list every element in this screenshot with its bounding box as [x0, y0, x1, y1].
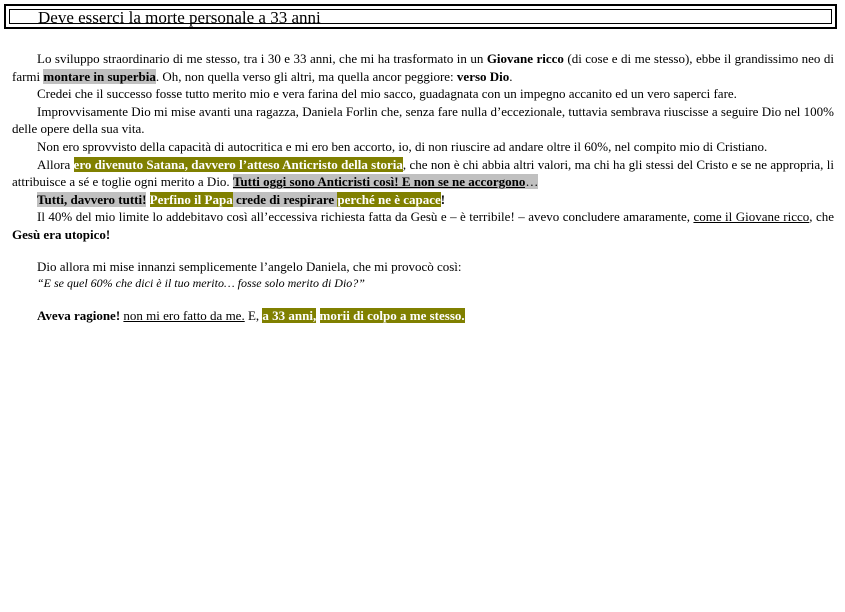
highlight-olive: morii di colpo a me stesso.	[319, 307, 465, 323]
highlight-gray: …	[525, 174, 539, 190]
text-run: Il 40% del mio limite lo addebitavo così all’eccessiva richiesta fatta da Gesù e – è terribile! – avevo concludere amaramente,	[37, 209, 694, 225]
spacer	[12, 293, 834, 307]
bold-text: verso Dio	[456, 68, 510, 84]
highlight-gray: crede di respirare	[232, 191, 338, 207]
spacer	[12, 244, 834, 258]
paragraph-6	[12, 191, 834, 209]
paragraph-3: Improvvisamente Dio mi mise avanti una ragazza, Daniela Forlin che, senza fare nulla d’eccezionale, tuttavia sembrava riuscisse a seguire Dio nel 100% delle opere della sua vita.	[12, 103, 834, 137]
text-run: .	[509, 68, 513, 84]
highlight-olive: Perfino il Papa	[149, 191, 233, 207]
text-run: (di cose e di me stesso), ebbe il grandissimo neo di farmi	[12, 51, 834, 84]
quote: “E se quel 60% che dici è il tuo merito… fosse solo merito di Dio?”	[37, 276, 365, 291]
highlight-gray: Tutti oggi sono Anticristi così! E non se ne accorgono	[232, 174, 526, 190]
paragraph-2: Credei che il successo fosse tutto merito mio e vera farina del mio sacco, guadagnata con un impegno accanito ed un vero saperci fare.	[37, 86, 737, 102]
text-run: Allora	[37, 156, 74, 172]
bold-text: Giovane ricco	[486, 51, 564, 66]
underlined-text: come il Giovane ricco	[693, 209, 810, 225]
paragraph-8: Dio allora mi mise innanzi semplicemente l’angelo Daniela, che mi provocò così:	[37, 258, 462, 274]
paragraph-4: Non ero sprovvisto della capacità di autocritica e mi ero ben accorto, io, di non riuscire ad andare oltre il 60%, nel compito mio di Cristiano.	[37, 138, 768, 154]
highlight-olive: perché ne è capace	[337, 191, 441, 207]
bold-text: Aveva ragione!	[37, 307, 121, 323]
text-run: , che non è chi abbia altri valori, ma chi ha gli stessi del Cristo e se ne appropria, li attribuisce a sé e toglie ogni merito a Dio.	[12, 156, 834, 190]
paragraph-9	[12, 307, 834, 325]
text-run: E,	[244, 307, 263, 323]
underlined-text: non mi ero fatto da me.	[123, 307, 245, 323]
text-run: , che	[809, 209, 834, 225]
document-body	[12, 50, 834, 324]
bold-text: Gesù era utopico!	[12, 226, 111, 242]
text-run: . Oh, non quella verso gli altri, ma quella ancor peggiore:	[155, 68, 457, 84]
text-run: !	[440, 191, 446, 207]
title-box	[4, 4, 837, 29]
highlight-gray: Tutti, davvero tutti!	[37, 191, 147, 207]
paragraph-7	[12, 208, 834, 243]
paragraph-1	[12, 50, 834, 85]
highlight-gray: montare in superbia	[43, 68, 156, 84]
text-run	[316, 308, 319, 323]
highlight-olive: a 33 anni,	[262, 307, 317, 323]
paragraph-5	[12, 156, 834, 191]
text-run: Lo sviluppo straordinario di me stesso, tra i 30 e 33 anni, che mi ha trasformato in un	[37, 51, 487, 66]
page-title: Deve esserci la morte personale a 33 anni	[38, 8, 321, 27]
highlight-olive: ero divenuto Satana, davvero l’atteso Anticristo della storia	[73, 156, 403, 172]
